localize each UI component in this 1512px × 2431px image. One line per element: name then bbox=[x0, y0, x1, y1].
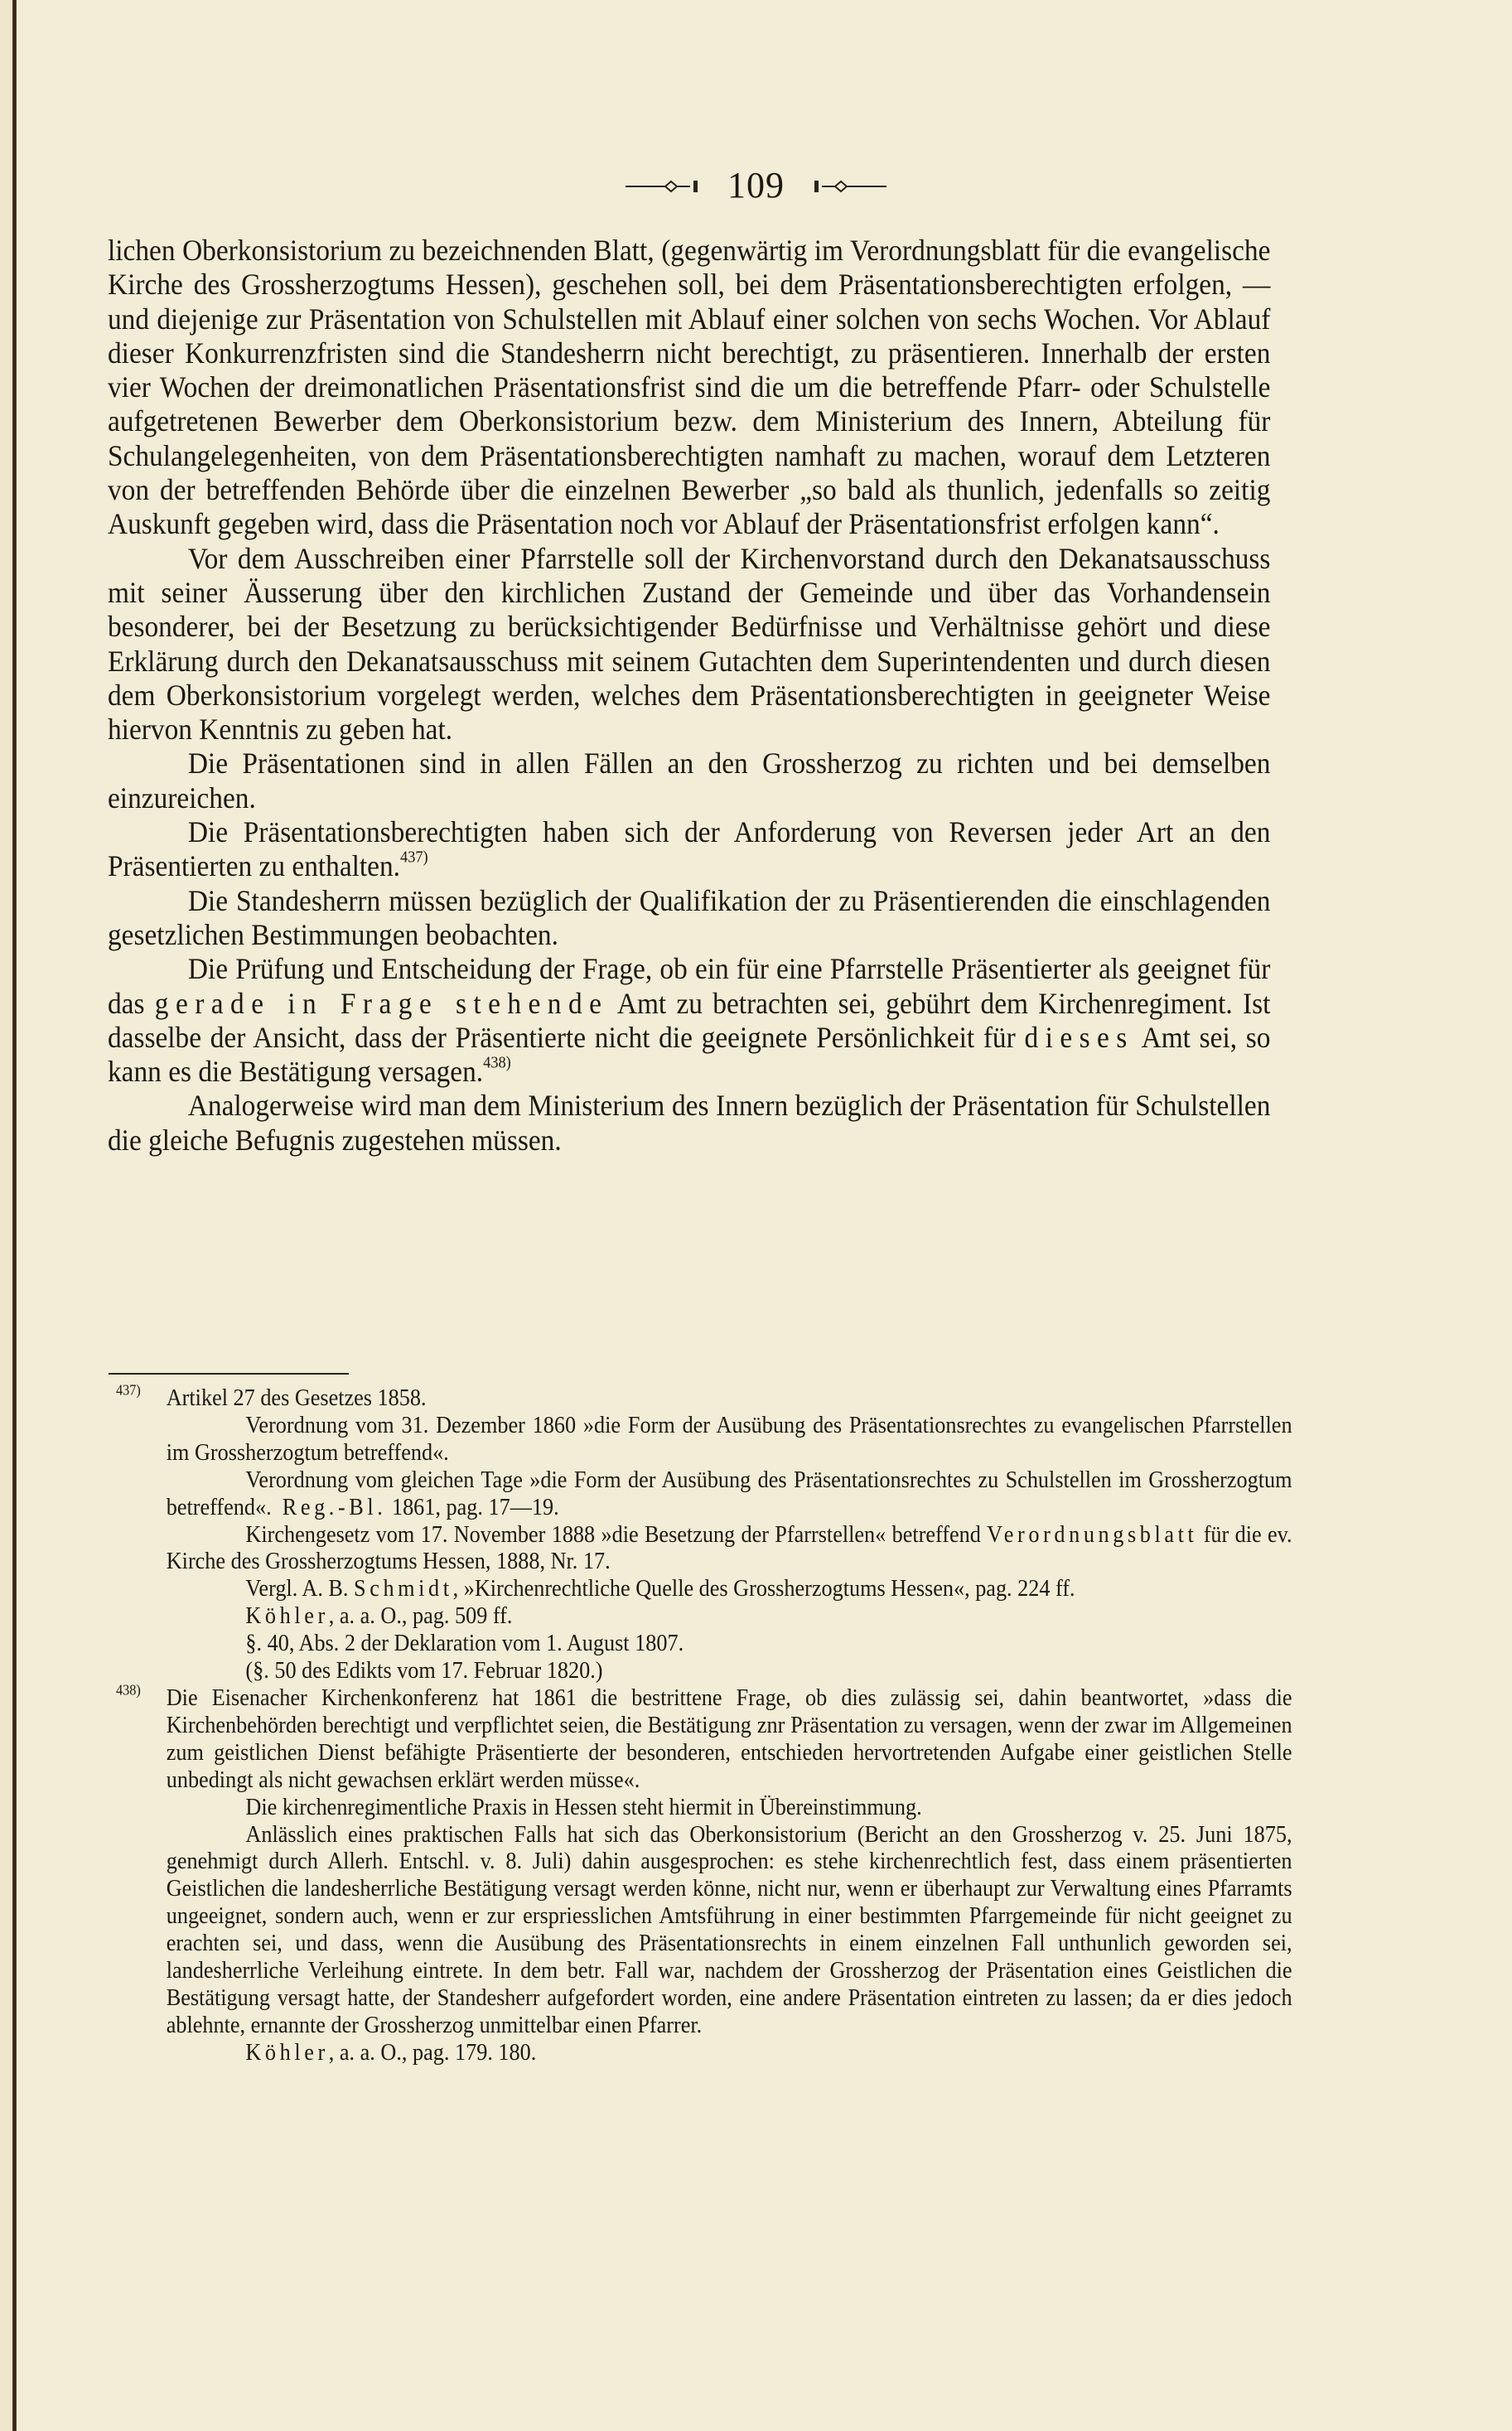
footnote-marker: 437) bbox=[116, 1381, 141, 1399]
body-paragraph bbox=[108, 815, 1270, 884]
body-paragraph bbox=[108, 952, 1270, 1089]
footnote-paragraph: Die Eisenacher Kirchenkonferenz hat 1861 die bestrittene Frage, ob dies zulässig sei, dahin beantwortet, »dass die Kirchenbehörden berechtigt und verpflichtet seien, die Bestätigung znr Präsentation zu versagen, wenn der zwar im Allgemeinen zum geistlichen Dienst befähigte Präsentierte der besonderen, entschieden hervortretenden Aufgabe einer geistlichen Stelle unbedingt als nicht gewachsen erklärt werden müsse«. bbox=[166, 1684, 1292, 1793]
footnote-ref-437[interactable]: 437) bbox=[400, 848, 428, 867]
footnotes bbox=[116, 1381, 1292, 2067]
footnote-paragraph: Vergl. A. B. Schmidt, »Kirchenrechtliche Quelle des Grossherzogtums Hessen«, pag. 224 ff. bbox=[245, 1576, 1075, 1602]
spaced-author: Schmidt bbox=[354, 1576, 453, 1602]
ornament-right-icon bbox=[809, 178, 888, 195]
ornament-left-icon bbox=[624, 178, 703, 195]
footnote-paragraph: Köhler, a. a. O., pag. 509 ff. bbox=[245, 1603, 513, 1630]
footnote-paragraph: Artikel 27 des Gesetzes 1858. bbox=[166, 1385, 427, 1411]
body-paragraph: Die Standesherrn müssen bezüglich der Qualifikation der zu Präsentierenden die einschlagenden gesetzlichen Bestimmungen beobachten. bbox=[108, 883, 1271, 951]
footnote-437 bbox=[116, 1381, 1292, 1685]
footnote-paragraph: §. 40, Abs. 2 der Deklaration vom 1. August 1807. bbox=[245, 1631, 684, 1657]
footnote-paragraph: Verordnung vom 31. Dezember 1860 »die Form der Ausübung des Präsentationsrechtes zu evangelischen Pfarrstellen im Grossherzogtum betreffend«. bbox=[166, 1412, 1292, 1466]
scan-margin bbox=[0, 0, 12, 2431]
footnote-separator bbox=[109, 1373, 349, 1375]
page-header bbox=[0, 162, 1512, 209]
footnote-paragraph: Anlässlich eines praktischen Falls hat sich das Oberkonsistorium (Bericht an den Grossherzog v. 25. Juni 1875, genehmigt durch Allerh. Entschl. v. 8. Juli) dahin ausgesprochen: es stehe kirchenrechtlich fest, dass einem präsentierten Geistlichen die landesherrliche Bestätigung versagt werden könne, nicht nur, wenn er überhaupt zur Verwaltung eines Pfarramts ungeeignet, sondern auch, wenn er zur erspriesslichen Amtsführung in einer bestimmten Pfarrgemeinde für nicht geeignet zu erachten sei, und dass, wenn die Ausübung des Präsentationsrechts in einem einzelnen Fall unthunlich geworden sei, landesherrliche Verleihung eintrete. In dem betr. Fall war, nachdem der Grossherzog der Präsentation eines Geistlichen die Bestätigung versagt hatte, der Standesherr aufgefordert worden, eine andere Präsentation eintreten zu lassen; da er dies jedoch ablehnte, ernannte der Grossherzog unmittelbar einen Pfarrer. bbox=[166, 1821, 1292, 2038]
body-paragraph: Die Präsentationen sind in allen Fällen an den Grossherzog zu richten und bei demselben einzureichen. bbox=[108, 747, 1271, 814]
footnote-paragraph: Kirchengesetz vom 17. November 1888 »die Besetzung der Pfarrstellen« betreffend Verordnungsblatt für die ev. Kirche des Grossherzogtums Hessen, 1888, Nr. 17. bbox=[166, 1521, 1292, 1575]
footnote-paragraph: (§. 50 des Edikts vom 17. Februar 1820.) bbox=[245, 1658, 603, 1684]
body-paragraph: Analogerweise wird man dem Ministerium des Innern bezüglich der Präsentation für Schulstellen die gleiche Befugnis zugestehen müssen. bbox=[108, 1089, 1271, 1157]
page-number: 109 bbox=[727, 165, 785, 205]
book-spine-edge bbox=[12, 0, 17, 2431]
spaced-author: Köhler bbox=[245, 2039, 329, 2066]
spaced-author: Köhler bbox=[245, 1603, 329, 1630]
main-text bbox=[108, 234, 1270, 1158]
paragraph-text: Die Präsentationsberechtigten haben sich der Anforderung von Reversen jeder Art an den Präsentierten zu enthalten. bbox=[108, 815, 1271, 883]
footnote-marker: 438) bbox=[116, 1681, 141, 1699]
body-paragraph: lichen Oberkonsistorium zu bezeichnenden Blatt, (gegenwärtig im Verordnungsblatt für die evangelische Kirche des Grossherzogtums Hessen), geschehen soll, bei dem Präsentationsberechtigten erfolgen, — und diejenige zur Präsentation von Schulstellen mit Ablauf einer solchen von sechs Wochen. Vor Ablauf dieser Konkurrenzfristen sind die Standesherrn nicht berechtigt, zu präsentieren. Innerhalb der ersten vier Wochen der dreimonatlichen Präsentationsfrist sind die um die betreffende Pfarr- oder Schulstelle aufgetretenen Bewerber dem Oberkonsistorium bezw. dem Ministerium des Innern, Abteilung für Schulangelegenheiten, von dem Präsentationsberechtigten namhaft zu machen, worauf dem Letzteren von der betreffenden Behörde über die einzelnen Bewerber „so bald als thunlich, jedenfalls so zeitig Auskunft gegeben wird, dass die Präsentation noch vor Ablauf der Präsentationsfrist erfolgen kann“. bbox=[108, 234, 1271, 541]
paragraph-text: Amt sei, so kann es die Bestätigung versagen. bbox=[108, 1020, 1271, 1089]
paragraph-text: Amt zu betrachten sei, gebührt dem Kirchenregiment. Ist dasselbe der Ansicht, dass der Präsentierte nicht die geeignete Persönlichkeit für bbox=[108, 986, 1271, 1054]
spaced-title: Verordnungsblatt bbox=[987, 1521, 1198, 1548]
body-paragraph: Vor dem Ausschreiben einer Pfarrstelle soll der Kirchenvorstand durch den Dekanatsausschuss mit seiner Äusserung über den kirchlichen Zustand der Gemeinde und über das Vorhandensein besonderer, bei der Besetzung zu berücksichtigender Bedürfnisse und Verhältnisse gehört und diese Erklärung durch den Dekanatsausschuss mit seinem Gutachten dem Superintendenten und durch diesen dem Oberkonsistorium vorgelegt werden, welches dem Präsentationsberechtigten in geeigneter Weise hiervon Kenntnis zu geben hat. bbox=[108, 541, 1271, 747]
emphasis-spaced: dieses bbox=[1024, 1020, 1134, 1054]
footnote-paragraph: Die kirchenregimentliche Praxis in Hessen steht hiermit in Übereinstimmung. bbox=[245, 1794, 922, 1820]
emphasis-spaced: gerade in Frage stehende bbox=[154, 986, 609, 1020]
footnote-paragraph: Köhler, a. a. O., pag. 179. 180. bbox=[245, 2039, 537, 2066]
footnote-ref-438[interactable]: 438) bbox=[483, 1054, 511, 1072]
footnote-438 bbox=[116, 1681, 1292, 2067]
paragraph-text: Die Prüfung und Entscheidung der Frage, ob ein für eine Pfarrstelle Präsentierter als geeignet für das bbox=[108, 952, 1271, 1020]
spaced-abbrev: Reg.-Bl. bbox=[282, 1494, 387, 1520]
footnote-paragraph: Verordnung vom gleichen Tage »die Form der Ausübung des Präsentationsrechtes zu Schulstellen im Grossherzogtum betreffend«. Reg.-Bl. 1861, pag. 17—19. bbox=[166, 1467, 1292, 1520]
